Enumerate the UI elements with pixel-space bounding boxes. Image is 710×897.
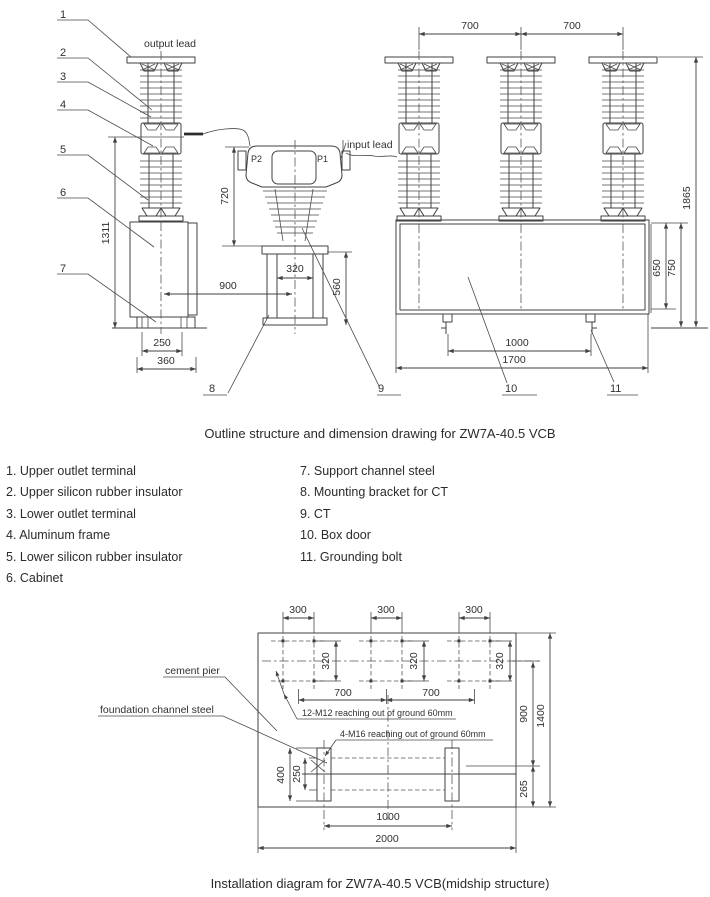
- parts-list-right: [300, 461, 448, 568]
- input-lead-label: input lead: [347, 139, 393, 151]
- dim-pole-height: 1311: [100, 221, 112, 245]
- dim-box-inner-height: 650: [651, 259, 663, 277]
- dim-pole-to-ct: 900: [219, 280, 237, 292]
- installation-drawing: [0, 595, 710, 865]
- dim-channel-spacing: 1000: [376, 811, 400, 823]
- part-item-11: 11. Grounding bolt: [300, 549, 402, 564]
- callout-8: 8: [209, 383, 216, 395]
- dim-total-height: 1865: [681, 186, 693, 210]
- callout-11: 11: [610, 383, 622, 395]
- cabinet-box: [396, 220, 649, 314]
- part-item-2: 2. Upper silicon rubber insulator: [6, 485, 183, 500]
- part-item-3: 3. Lower outlet terminal: [6, 506, 136, 521]
- part-item-5: 5. Lower silicon rubber insulator: [6, 549, 183, 564]
- dim-pier-to-channel: 900: [518, 705, 530, 723]
- cement-pier-label: cement pier: [165, 665, 220, 677]
- m16-bolt-mark: [311, 760, 325, 772]
- grounding-bolt-left: [441, 314, 452, 334]
- ct-terminal-p1: P1: [317, 154, 329, 164]
- dim-pier-height-2: 320: [408, 652, 420, 670]
- dim-pier-width-3: 300: [465, 604, 483, 616]
- part-item-4: 4. Aluminum frame: [6, 528, 111, 543]
- output-lead-label: output lead: [144, 38, 196, 50]
- callout-6: 6: [60, 187, 67, 199]
- dim-foundation-height: 1400: [535, 704, 547, 728]
- callout-10: 10: [505, 383, 518, 395]
- dim-ct-base-width: 320: [286, 263, 304, 275]
- dim-pier-width-1: 300: [289, 604, 307, 616]
- dim-bolt-span: 1000: [505, 337, 529, 349]
- dim-box-width: 1700: [502, 354, 526, 366]
- part-item-7: 7. Support channel steel: [300, 464, 435, 478]
- dim-cabinet-leg-span: 250: [153, 337, 171, 349]
- outline-caption: Outline structure and dimension drawing for ZW7A-40.5 VCB: [204, 426, 556, 441]
- ct-drawing: [238, 140, 397, 334]
- callout-9: 9: [378, 383, 385, 395]
- outline-dimensions: [100, 20, 703, 373]
- ct-terminal-p2: P2: [251, 154, 263, 164]
- installation-annotations: [98, 665, 493, 763]
- part-item-1: 1. Upper outlet terminal: [6, 464, 136, 478]
- callout-5: 5: [60, 144, 67, 156]
- callout-7: 7: [60, 263, 67, 275]
- dim-pier-width-2: 300: [377, 604, 395, 616]
- part-item-10: 10. Box door: [300, 528, 371, 543]
- dim-channel-length: 400: [275, 766, 287, 784]
- dim-cabinet-width: 360: [157, 355, 175, 367]
- callout-2: 2: [60, 47, 67, 59]
- part-item-9: 9. CT: [300, 506, 331, 521]
- dim-channel-to-edge: 265: [518, 780, 530, 798]
- dim-channel-inner: 250: [291, 765, 303, 783]
- dim-ct-support-height: 560: [331, 278, 343, 296]
- dim-pole-spacing-1: 700: [461, 20, 479, 32]
- dim-pier-height-1: 320: [320, 652, 332, 670]
- dim-pier-spacing-2: 700: [422, 687, 440, 699]
- dim-ct-height: 720: [219, 187, 231, 205]
- part-item-6: 6. Cabinet: [6, 570, 63, 585]
- dim-pier-height-3: 320: [494, 652, 506, 670]
- installation-caption: Installation diagram for ZW7A-40.5 VCB(midship structure): [210, 876, 550, 891]
- outline-callouts: [57, 9, 638, 395]
- m16-note: 4-M16 reaching out of ground 60mm: [340, 729, 486, 739]
- callout-4: 4: [60, 99, 67, 111]
- dim-foundation-width: 2000: [375, 833, 399, 845]
- dim-pier-spacing-1: 700: [334, 687, 352, 699]
- three-pole-front-view: [385, 51, 708, 334]
- m12-note: 12-M12 reaching out of ground 60mm: [302, 708, 453, 718]
- part-item-8: 8. Mounting bracket for CT: [300, 485, 448, 500]
- outline-drawing: [0, 0, 710, 420]
- dim-pole-spacing-2: 700: [563, 20, 581, 32]
- parts-list-left: [6, 461, 182, 589]
- callout-3: 3: [60, 71, 67, 83]
- dim-box-height: 750: [666, 259, 678, 277]
- foundation-channel-steel-label: foundation channel steel: [100, 704, 214, 716]
- callout-1: 1: [60, 9, 67, 21]
